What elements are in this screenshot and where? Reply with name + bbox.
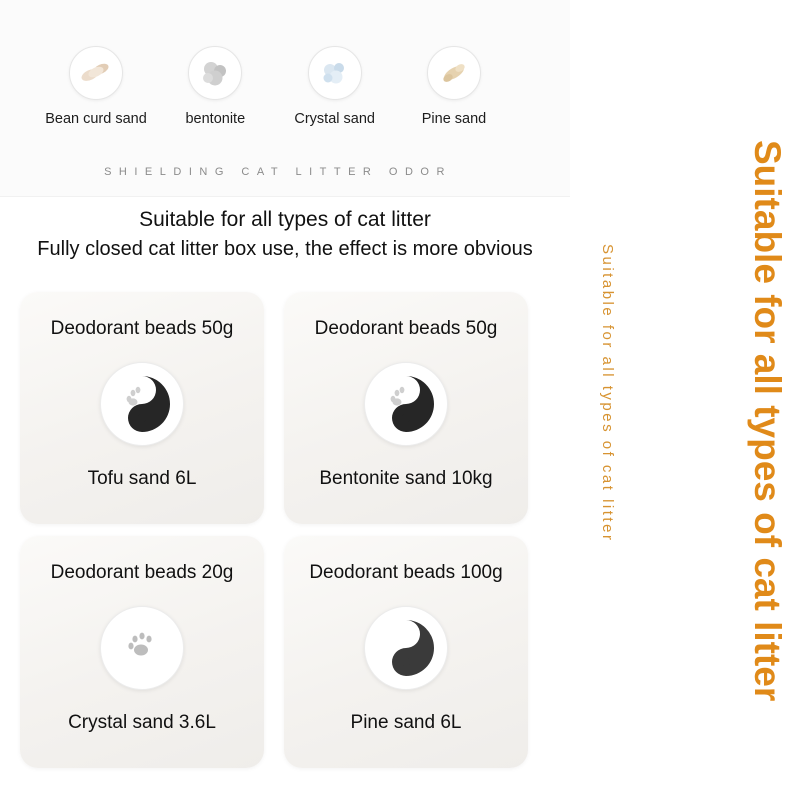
litter-type-label: bentonite	[185, 111, 246, 127]
crystal-granule-icon	[308, 46, 362, 100]
cat-paw-circle-icon	[100, 606, 184, 690]
card-top-label: Deodorant beads 50g	[314, 318, 498, 339]
vertical-headline: Suitable for all types of cat litter	[747, 140, 788, 702]
litter-type-label: Bean curd sand	[45, 111, 147, 127]
product-card[interactable]	[284, 536, 528, 768]
card-top-label: Deodorant beads 20g	[50, 562, 234, 583]
headline-line-1: Suitable for all types of cat litter	[139, 208, 431, 231]
shielding-odor-caption: SHIELDING CAT LITTER ODOR	[104, 166, 452, 178]
card-bottom-label: Tofu sand 6L	[87, 468, 197, 489]
cat-yin-yang-icon	[100, 362, 184, 446]
product-card[interactable]	[284, 292, 528, 524]
cat-yin-yang-icon	[364, 362, 448, 446]
tofu-pellet-icon	[69, 46, 123, 100]
pine-pellet-icon	[427, 46, 481, 100]
cat-yin-yang-icon	[364, 606, 448, 690]
litter-type-item	[398, 46, 510, 127]
vertical-subtitle: Suitable for all types of cat litter	[599, 244, 616, 543]
litter-type-item	[279, 46, 391, 127]
card-top-label: Deodorant beads 100g	[309, 562, 503, 583]
litter-type-label: Crystal sand	[294, 111, 375, 127]
card-bottom-label: Bentonite sand 10kg	[319, 468, 493, 489]
litter-type-item	[159, 46, 271, 127]
product-card[interactable]	[20, 536, 264, 768]
product-card-grid	[20, 292, 540, 768]
card-bottom-label: Crystal sand 3.6L	[68, 712, 216, 733]
card-bottom-label: Pine sand 6L	[350, 712, 462, 733]
product-card[interactable]	[20, 292, 264, 524]
bentonite-clump-icon	[188, 46, 242, 100]
litter-type-label: Pine sand	[421, 111, 487, 127]
headline-line-2: Fully closed cat litter box use, the effect is more obvious	[37, 238, 533, 260]
litter-type-row	[40, 46, 510, 127]
litter-type-item	[40, 46, 152, 127]
card-top-label: Deodorant beads 50g	[50, 318, 234, 339]
